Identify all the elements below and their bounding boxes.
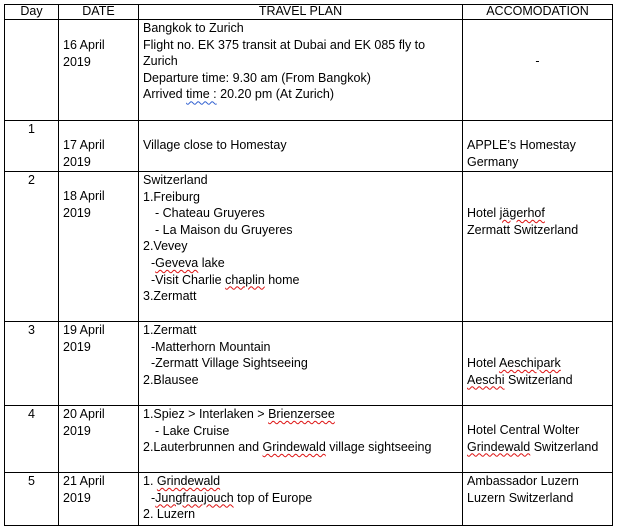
plan-text: - [151,255,156,270]
plan-line: - La Maison du Gruyeres [155,222,293,237]
accommodation-text: Hotel [467,356,499,370]
plan-cell [139,473,463,526]
date-cell [59,322,139,406]
date-line: 21 April [63,474,105,488]
plan-text: lake [198,255,225,270]
accommodation-line: APPLE’s Homestay [467,138,576,152]
plan-line: 3.Zermatt [143,289,197,304]
day-cell: 3 [5,322,59,406]
accommodation-cell [463,20,613,121]
accommodation-text: Aeschipark [498,356,561,370]
plan-text: Jungfraujouch [155,490,234,505]
plan-text: Grindewald [156,474,221,488]
table-row [5,20,613,121]
date-line: 20 April [63,407,105,421]
plan-line: Bangkok to Zurich [143,21,244,35]
plan-cell [139,172,463,322]
header-accommodation: ACCOMODATION [463,5,613,20]
plan-text: -Visit Charlie [151,272,226,287]
accommodation-line: Ambassador Luzern [467,474,579,488]
travel-plan-table [4,4,613,526]
accommodation-line [467,372,608,389]
plan-line: Zurich [143,54,178,69]
plan-line: 1.Zermatt [143,323,197,337]
plan-line [143,406,458,423]
day-cell: 4 [5,406,59,473]
accommodation-text: jägerhof [499,206,545,220]
plan-line: - Chateau Gruyeres [155,206,265,221]
plan-line [143,255,458,272]
date-line: 16 April [63,38,105,52]
plan-line [143,490,458,507]
plan-text: - [151,490,156,505]
plan-line: -Matterhorn Mountain [151,339,271,354]
plan-line [143,86,458,103]
accommodation-line: Luzern Switzerland [467,490,574,505]
day-cell [5,20,59,121]
accommodation-cell [463,121,613,172]
plan-text: chaplin [225,272,265,287]
plan-text: Geveva [155,255,199,270]
accommodation-text: Switzerland [504,372,573,387]
plan-line: Village close to Homestay [143,138,287,152]
plan-line: -Zermatt Village Sightseeing [151,356,308,371]
header-travel-plan: TRAVEL PLAN [139,5,463,20]
date-cell [59,406,139,473]
date-cell [59,20,139,121]
plan-text: Grindewald [262,440,326,455]
accommodation-cell [463,406,613,473]
plan-line: - Lake Cruise [155,423,230,438]
plan-line: 1.Freiburg [143,189,200,204]
table-row [5,172,613,322]
date-line: 2019 [63,490,91,505]
plan-line [143,439,458,456]
plan-line: 2.Blausee [143,372,199,387]
date-line: 2019 [63,154,91,169]
plan-cell [139,121,463,172]
table-row [5,322,613,406]
plan-text: village sightseeing [325,440,432,455]
plan-text: Brienzersee [268,407,335,421]
header-day: Day [5,5,59,20]
day-cell: 2 [5,172,59,322]
plan-cell [139,406,463,473]
day-cell: 1 [5,121,59,172]
accommodation-cell [463,172,613,322]
accommodation-text: - [535,54,540,68]
date-line: 2019 [63,423,91,438]
plan-line [143,272,458,289]
accommodation-line: Germany [467,154,519,169]
table-row [5,473,613,526]
plan-text: 1.Spiez > Interlaken > [143,407,269,421]
accommodation-text: Hotel [467,206,500,220]
plan-text: home [264,272,300,287]
accommodation-text: Aeschi [467,372,505,387]
plan-text: top of Europe [233,490,313,505]
plan-text: Arrived [143,87,187,102]
date-line: 17 April [63,138,105,152]
accommodation-line: Hotel Central Wolter [467,423,580,437]
accommodation-cell [463,322,613,406]
table-row [5,121,613,172]
header-date: DATE [59,5,139,20]
accommodation-line [467,439,608,456]
plan-text: 2.Lauterbrunnen and [143,440,263,455]
date-line: 18 April [63,189,105,203]
date-cell [59,473,139,526]
plan-line [143,473,458,490]
plan-text: 20.20 pm (At Zurich) [216,87,335,102]
header-row [5,5,613,20]
accommodation-line [467,355,608,372]
date-cell [59,121,139,172]
date-line: 2019 [63,205,91,220]
table-row [5,406,613,473]
accommodation-text: Grindewald [467,439,531,454]
date-cell [59,172,139,322]
day-cell: 5 [5,473,59,526]
accommodation-text: Switzerland [530,439,599,454]
plan-line: Departure time: 9.30 am (From Bangkok) [143,70,371,85]
plan-line: Flight no. EK 375 transit at Dubai and EK 085 fly to [143,37,426,52]
accommodation-line [467,205,608,222]
plan-line: 2.Vevey [143,239,188,254]
plan-line: Switzerland [143,173,208,187]
accommodation-cell [463,473,613,526]
plan-text: 1. [143,474,157,488]
plan-line: 2. Luzern [143,507,196,522]
date-line: 2019 [63,54,91,69]
plan-cell [139,322,463,406]
date-line: 2019 [63,339,91,354]
plan-cell [139,20,463,121]
accommodation-line: Zermatt Switzerland [467,222,579,237]
date-line: 19 April [63,323,105,337]
plan-text: time : [186,87,217,102]
